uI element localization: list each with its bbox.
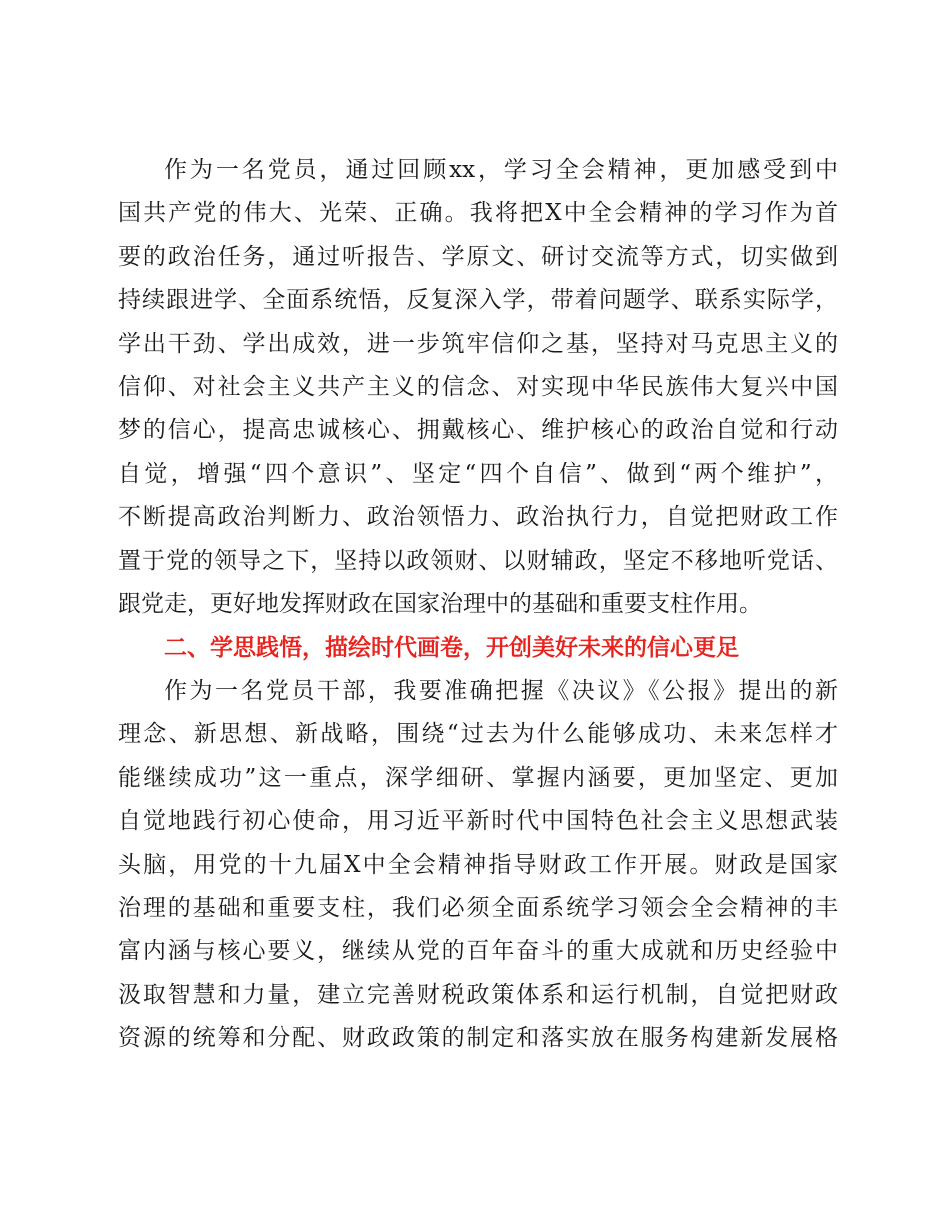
section-heading: 二、学思践悟，描绘时代画卷，开创美好未来的信心更足 [164, 635, 739, 661]
paragraph-line: 理念、新思想、新战略，围绕“过去为什么能够成功、未来怎样才 [118, 721, 838, 748]
paragraph-line: 信仰、对社会主义共产主义的信念、对实现中华民族伟大复兴中国 [118, 373, 838, 400]
paragraph-2 [118, 670, 838, 1061]
paragraph-line: 作为一名党员，通过回顾xx，学习全会精神，更加感受到中 [164, 157, 838, 183]
paragraph-line: 头脑，用党的十九届Ⅹ中全会精神指导财政工作开展。财政是国家 [118, 851, 838, 878]
paragraph-line: 梦的信心，提高忠诚核心、拥戴核心、维护核心的政治自觉和行动 [118, 417, 838, 444]
paragraph-line: 要的政治任务，通过听报告、学原文、研讨交流等方式，切实做到 [118, 243, 838, 270]
paragraph-line: 富内涵与核心要义，继续从党的百年奋斗的重大成就和历史经验中 [118, 938, 838, 965]
paragraph-line: 不断提高政治判断力、政治领悟力、政治执行力，自觉把财政工作 [118, 504, 838, 531]
paragraph-line: 置于党的领导之下，坚持以政领财、以财辅政，坚定不移地听党话、 [118, 547, 838, 574]
paragraph-1 [118, 149, 838, 626]
paragraph-line: 资源的统筹和分配、财政政策的制定和落实放在服务构建新发展格 [118, 1025, 838, 1052]
paragraph-line: 能继续成功”这一重点，深学细研、掌握内涵要，更加坚定、更加 [118, 764, 838, 791]
section-heading-block [118, 627, 838, 670]
paragraph-line: 持续跟进学、全面系统悟，反复深入学，带着问题学、联系实际学， [118, 287, 838, 314]
paragraph-line: 国共产党的伟大、光荣、正确。我将把Ⅹ中全会精神的学习作为首 [118, 200, 838, 227]
paragraph-line: 跟党走，更好地发挥财政在国家治理中的基础和重要支柱作用。 [118, 590, 762, 617]
paragraph-line: 自觉，增强“四个意识”、坚定“四个自信”、做到“两个维护”， [118, 460, 838, 487]
paragraph-line: 学出干劲、学出成效，进一步筑牢信仰之基，坚持对马克思主义的 [118, 330, 838, 357]
paragraph-line: 治理的基础和重要支柱，我们必须全面系统学习领会全会精神的丰 [118, 894, 838, 921]
paragraph-line: 作为一名党员干部，我要准确把握《决议》《公报》提出的新 [164, 678, 838, 704]
paragraph-line: 自觉地践行初心使命，用习近平新时代中国特色社会主义思想武装 [118, 808, 838, 835]
paragraph-line: 汲取智慧和力量，建立完善财税政策体系和运行机制，自觉把财政 [118, 981, 838, 1008]
